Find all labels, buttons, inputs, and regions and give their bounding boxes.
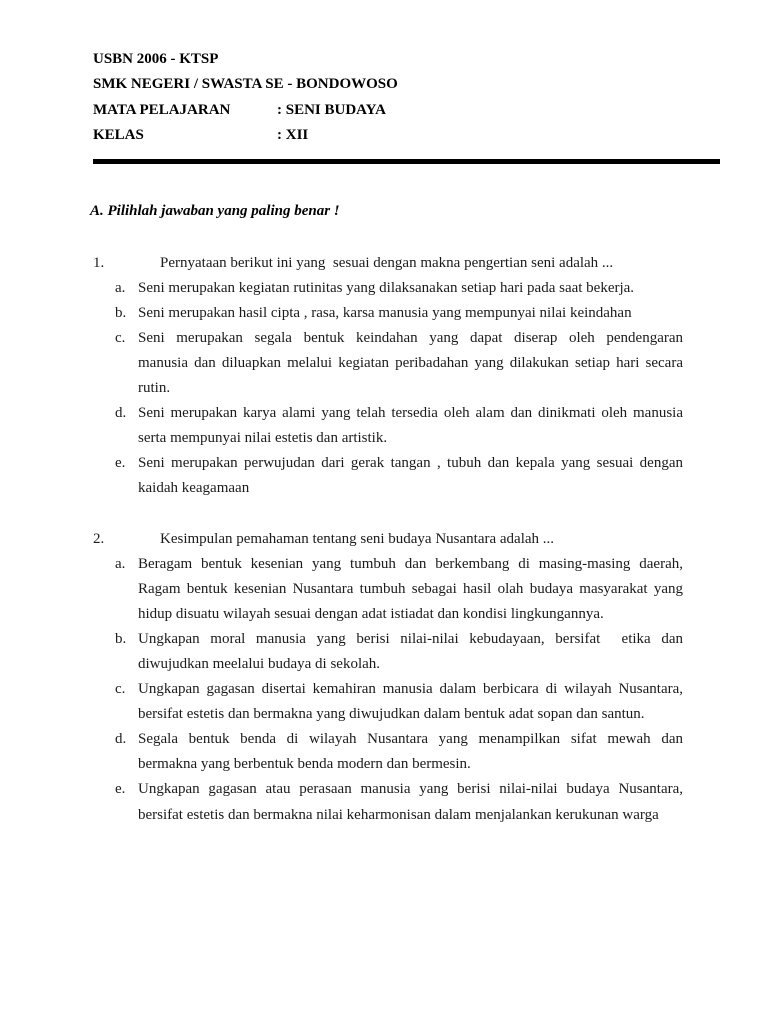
option-line: Ragam bentuk kesenian Nusantara tumbuh sebagai hasil olah budaya masyarakat yang [138, 580, 683, 597]
option-d [0, 401, 768, 451]
option-d [0, 727, 768, 777]
option-b [0, 301, 768, 326]
section-instruction: A. Pilihlah jawaban yang paling benar ! [90, 203, 340, 219]
option-a [0, 552, 768, 627]
subject-label: MATA PELAJARAN [93, 101, 231, 118]
option-line: Seni merupakan perwujudan dari gerak tangan , tubuh dan kepala yang sesuai dengan [138, 455, 683, 472]
question-text: Pernyataan berikut ini yang sesuai dengan makna pengertian seni adalah ... [160, 254, 614, 271]
option-line: Seni merupakan segala bentuk keindahan yang dapat diserap oleh pendengaran [138, 329, 683, 346]
option-text [138, 552, 683, 627]
option-letter: e. [115, 781, 126, 798]
school-name: SMK NEGERI / SWASTA SE - BONDOWOSO [93, 76, 398, 93]
exam-header [93, 47, 713, 148]
option-letter: c. [115, 329, 126, 346]
option-line: rutin. [138, 379, 171, 396]
subject-row [93, 98, 713, 123]
option-text [138, 326, 683, 401]
option-line: bersifat estetis dan bermakna yang diwujudkan dalam bentuk adat sopan dan santun. [138, 706, 645, 723]
question-stem [0, 527, 768, 552]
option-line: bermakna yang berbentuk benda modern dan bermesin. [138, 756, 471, 773]
option-e [0, 451, 768, 501]
option-text [138, 401, 683, 451]
header-divider [93, 159, 720, 164]
option-text [138, 301, 683, 326]
option-line: Seni merupakan kegiatan rutinitas yang dilaksanakan setiap hari pada saat bekerja. [138, 279, 635, 296]
question-number: 2. [93, 530, 105, 547]
option-letter: e. [115, 455, 126, 472]
option-text [138, 451, 683, 501]
option-line: hidup disuatu wilayah sesuai dengan adat istiadat dan kondisi lingkungannya. [138, 605, 604, 622]
question-text: Kesimpulan pemahaman tentang seni budaya Nusantara adalah ... [160, 530, 555, 547]
option-line: Ungkapan gagasan disertai kemahiran manusia dalam berbicara di wilayah Nusantara, [138, 681, 683, 698]
option-letter: a. [115, 279, 126, 296]
option-line: bersifat estetis dan bermakna nilai keharmonisan dalam menjalankan kerukunan warga [138, 806, 659, 823]
option-c [0, 326, 768, 401]
option-text [138, 276, 683, 301]
option-text [138, 627, 683, 677]
question-2 [0, 527, 768, 828]
option-letter: c. [115, 681, 126, 698]
class-row [93, 123, 713, 148]
option-line: Seni merupakan karya alami yang telah tersedia oleh alam dan dinikmati oleh manusia [138, 405, 683, 422]
option-line: serta mempunyai nilai estetis dan artistik. [138, 430, 388, 447]
option-line: Seni merupakan hasil cipta , rasa, karsa manusia yang mempunyai nilai keindahan [138, 304, 632, 321]
option-e [0, 777, 768, 827]
exam-title: USBN 2006 - KTSP [93, 51, 219, 67]
option-letter: d. [115, 731, 127, 748]
option-letter: b. [115, 304, 127, 321]
option-a [0, 276, 768, 301]
subject-value: : SENI BUDAYA [277, 101, 386, 118]
question-1 [0, 251, 768, 502]
option-line: Ungkapan moral manusia yang berisi nilai-nilai kebudayaan, bersifat etika dan [138, 630, 683, 647]
option-line: kaidah keagamaan [138, 480, 250, 497]
option-c [0, 677, 768, 727]
option-line: Beragam bentuk kesenian yang tumbuh dan berkembang di masing-masing daerah, [138, 555, 683, 572]
option-line: diwujudkan meelalui budaya di sekolah. [138, 656, 381, 672]
option-text [138, 777, 683, 827]
class-label: KELAS [93, 126, 144, 143]
option-b [0, 627, 768, 677]
option-line: Ungkapan gagasan atau perasaan manusia yang berisi nilai-nilai budaya Nusantara, [138, 781, 683, 798]
question-list [0, 251, 768, 828]
option-text [138, 727, 683, 777]
option-line: Segala bentuk benda di wilayah Nusantara yang menampilkan sifat mewah dan [138, 731, 683, 748]
question-stem [0, 251, 768, 276]
option-letter: b. [115, 630, 127, 647]
question-number: 1. [93, 254, 105, 271]
option-letter: a. [115, 555, 126, 572]
option-letter: d. [115, 405, 127, 422]
option-text [138, 677, 683, 727]
option-line: manusia dan diluapkan melalui kegiatan peribadahan yang dilakukan setiap hari secara [138, 354, 683, 371]
class-value: : XII [277, 126, 309, 143]
